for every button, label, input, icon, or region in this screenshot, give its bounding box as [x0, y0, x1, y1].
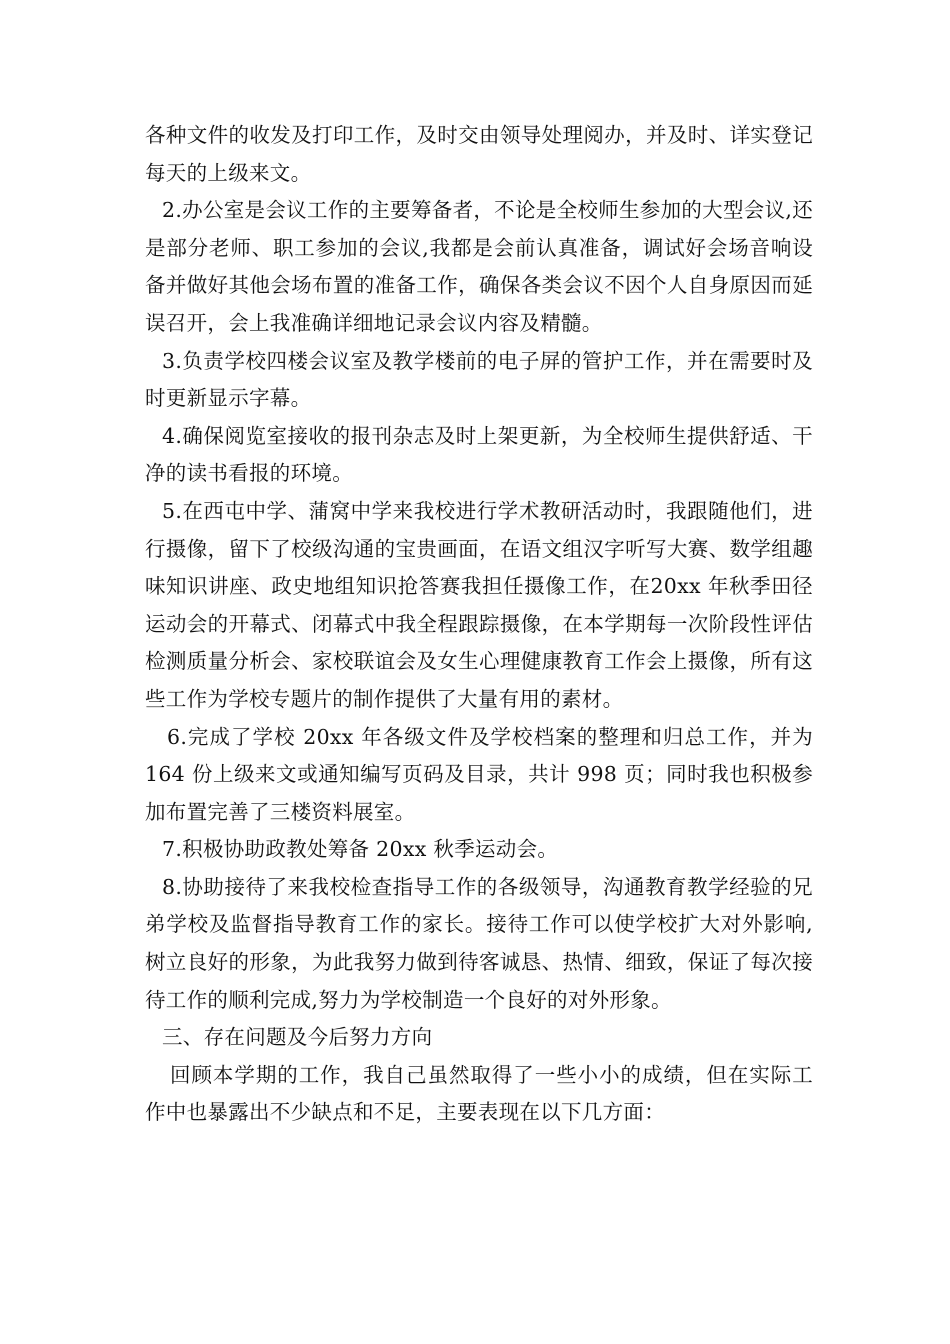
paragraph-8: 8.协助接待了来我校检查指导工作的各级领导，沟通教育教学经验的兄弟学校及监督指导教育工作的家长。接待工作可以使学校扩大对外影响,树立良好的形象，为此我努力做到待客诚恳、热情、细致，保证了每次接待工作的顺利完成,努力为学校制造一个良好的对外形象。 [145, 874, 813, 1012]
paragraph-2: 2.办公室是会议工作的主要筹备者，不论是全校师生参加的大型会议,还是部分老师、职工参加的会议,我都是会前认真准备，调试好会场音响设备并做好其他会场布置的准备工作，确保各类会议不因个人自身原因而延误召开，会上我准确详细地记录会议内容及精髓。 [145, 198, 813, 335]
section-heading: 三、存在问题及今后努力方向 [162, 1025, 433, 1050]
paragraph-5: 5.在西屯中学、蒲窝中学来我校进行学术教研活动时，我跟随他们，进行摄像，留下了校级沟通的宝贵画面，在语文组汉字听写大赛、数学组趣味知识讲座、政史地组知识抢答赛我担任摄像工作，在20xx 年秋季田径运动会的开幕式、闭幕式中我全程跟踪摄像，在本学期每一次阶段性评估检测质量分析会、家校联谊会及女生心理健康教育工作会上摄像，所有这些工作为学校专题片的制作提供了大量有用的素材。 [145, 498, 813, 711]
paragraph-1: 各种文件的收发及打印工作，及时交由领导处理阅办，并及时、详实登记每天的上级来文。 [145, 123, 813, 185]
paragraph-6: 6.完成了学校 20xx 年各级文件及学校档案的整理和归总工作，并为 164 份上级来文或通知编写页码及目录，共计 998 页；同时我也积极参加布置完善了三楼资料展室。 [145, 724, 813, 824]
paragraph-7: 7.积极协助政教处筹备 20xx 秋季运动会。 [162, 837, 559, 862]
paragraph-3: 3.负责学校四楼会议室及教学楼前的电子屏的管护工作，并在需要时及时更新显示字幕。 [145, 348, 813, 411]
document-body [145, 117, 813, 1132]
paragraph-9: 回顾本学期的工作，我自己虽然取得了一些小小的成绩，但在实际工作中也暴露出不少缺点和不足，主要表现在以下几方面： [145, 1062, 813, 1125]
paragraph-4: 4.确保阅览室接收的报刊杂志及时上架更新，为全校师生提供舒适、干净的读书看报的环境。 [145, 423, 813, 486]
